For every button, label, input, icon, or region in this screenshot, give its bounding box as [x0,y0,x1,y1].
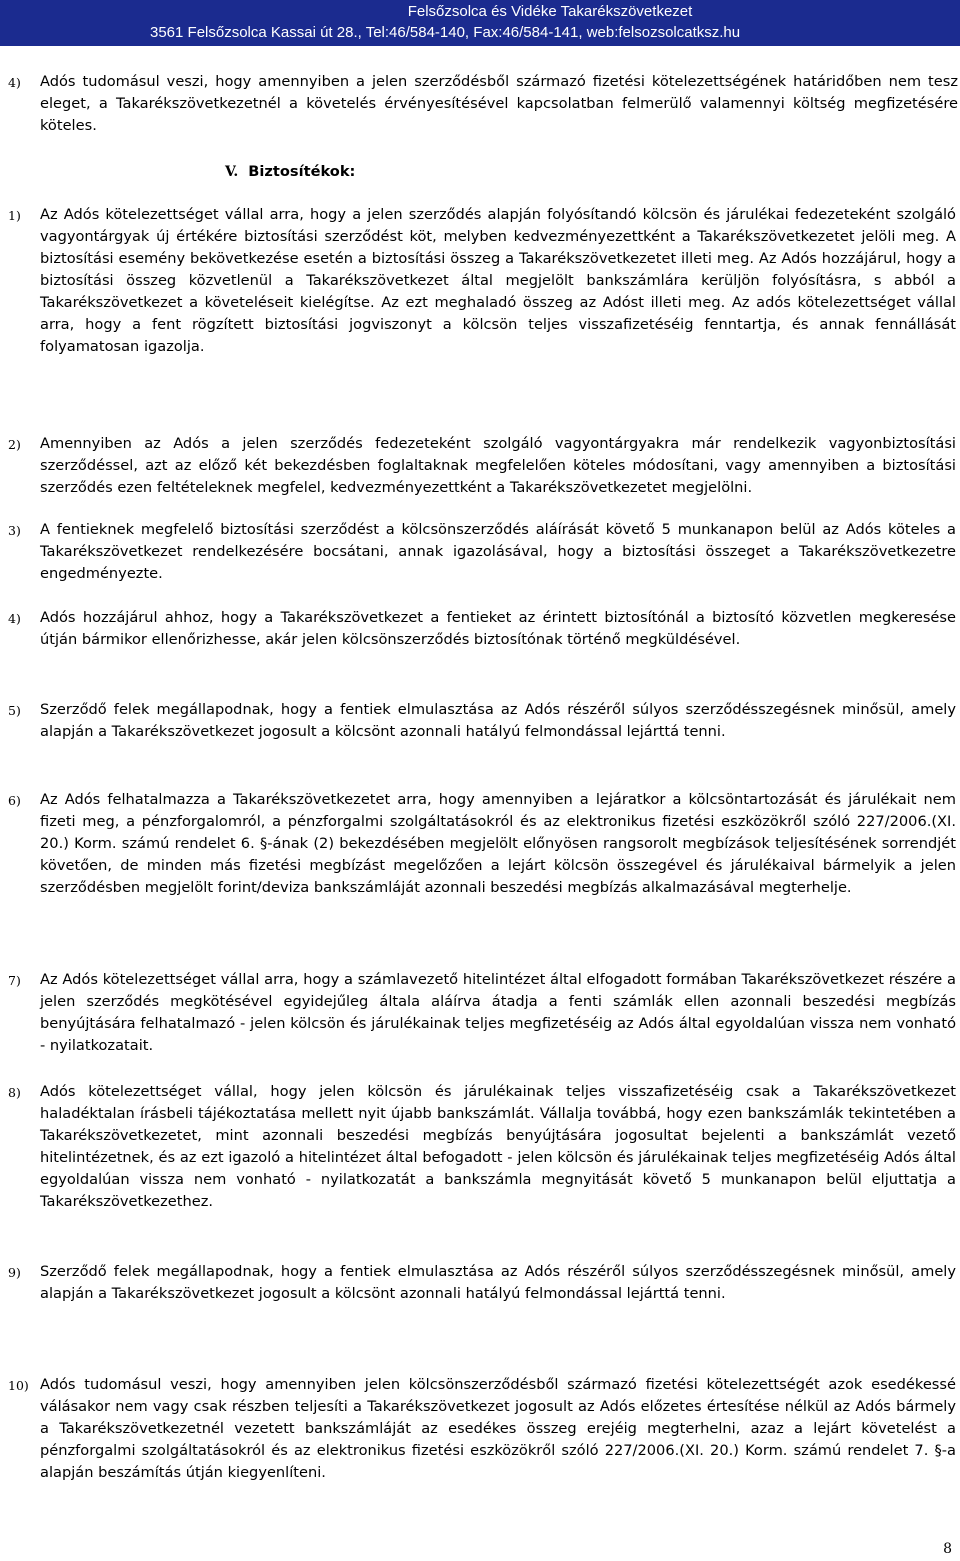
item-number: 4) [8,611,21,626]
list-item [8,1081,958,1213]
list-item [8,204,958,358]
intro-paragraph [8,71,958,137]
org-name: Felsőzsolca és Vidéke Takarékszövetkezet [407,3,693,20]
list-item [8,969,958,1057]
item-number: 5) [8,703,21,718]
address: 3561 Felsőzsolca Kassai út 28., [150,24,366,41]
item-text: Adós hozzájárul ahhoz, hogy a Takarékszövetkezet a fentieket az érintett biztosítónál a biztosító közvetlen megkeresése útján bármikor ellenőrizhesse, akár jelen kölcsönszerződés biztosítónak történő megküldésével. [40,609,956,648]
item-text: Az Adós felhatalmazza a Takarékszövetkezetet arra, hogy amennyiben a lejáratkor a kölcsöntartozását és járulékait nem fizeti meg, a pénzforgalomról, a pénzforgalmi szolgáltatásokról és az elektronikus fizetési eszközökről szóló 227/2006.(XI. 20.) Korm. számú rendelet 6. §-ának (2) bekezdésében megjelölt előnyösen rangsorolt megbízások teljesítésének sorrendjét követően, de minden más fizetési megbízást megelőzően a lejárt kölcsön összegével és járulékaival bármelyik a jelen szerződésben megjelölt forint/deviza bankszámláját azonnali beszedési megbízás alkalmazásával megterhelje. [40,791,956,896]
item-number: 10) [8,1378,29,1393]
item-text: Szerződő felek megállapodnak, hogy a fentiek elmulasztása az Adós részéről súlyos szerződésszegésnek minősül, amely alapján a Takarékszövetkezet jogosult a kölcsönt azonnali hatályú felmondással lejárttá tenni. [40,1263,956,1302]
section-title: Biztosítékok: [248,163,356,180]
letterhead-band [0,0,960,46]
list-item [8,789,958,899]
paragraph-text: Adós tudomásul veszi, hogy amennyiben a jelen szerződésből származó fizetési kötelezettségének határidőben nem tesz eleget, a Takarékszövetkezetnél a követelés érvényesítésével kapcsolatban felmerülő valamennyi költség megfizetésére köteles. [40,73,958,134]
list-item [8,699,958,743]
item-text: Adós kötelezettséget vállal, hogy jelen kölcsön és járulékainak teljes visszafizetéséig csak a Takarékszövetkezet haladéktalan írásbeli tájékoztatása mellett nyit újabb bankszámlát. Vállalja továbbá, hogy ezen bankszámlák tekintetében a Takarékszövetkezetet, mint azonnali beszedési megbízás benyújtására jogosultat bejelenti a bankszámlát vezető hitelintézetnek, és az ezt igazoló a hitelintézet által befogadott - jelen kölcsön és járulékainak teljes megfizetéséig Adós által egyoldalúan vissza nem vonható - nyilatkozatát a bankszámla megnyitását követő 5 munkanapon belül eljuttatja a Takarékszövetkezethez. [40,1083,956,1210]
item-number: 6) [8,793,21,808]
phone: Tel:46/584-140, [365,24,470,41]
item-number: 1) [8,208,21,223]
item-text: Amennyiben az Adós a jelen szerződés fedezeteként szolgáló vagyontárgyakra már rendelkezik vagyonbiztosítási szerződéssel, azt az előző két bekezdésben foglaltaknak megfelelően köteles módosítani, vagy amennyiben a biztosítási szerződés ezen feltételeknek megfelel, kedvezményezettként a Takarékszövetkezetet megjelölni. [40,435,956,496]
section-number: V. [225,164,239,180]
item-number: 8) [8,1085,21,1100]
item-text: A fentieknek megfelelő biztosítási szerződést a kölcsönszerződés aláírását követő 5 munkanapon belül az Adós köteles a Takarékszövetkezet rendelkezésére bocsátani, annak igazolásával, hogy a biztosítási összeget a Takarékszövetkezetre engedményezte. [40,521,956,582]
list-item [8,433,958,499]
item-text: Az Adós kötelezettséget vállal arra, hogy a számlavezető hitelintézet által elfogadott formában Takarékszövetkezet részére a jelen szerződés megkötésével egyidejűleg általa aláírva átadja a fenti számlák ellen azonnali beszedési megbízás benyújtására felhatalmazó - jelen kölcsön és járulékainak teljes megfizetéséig az Adós által egyoldalúan vissza nem vonható - nyilatkozatait. [40,971,956,1054]
item-number: 7) [8,973,21,988]
item-text: Az Adós kötelezettséget vállal arra, hogy a jelen szerződés alapján folyósítandó kölcsön és járulékai fedezeteként szolgáló vagyontárgyak új értékére biztosítási szerződést köt, melyben kedvezményezettként a Takarékszövetkezetet jelöli meg. A biztosítási esemény bekövetkezése esetén a biztosítási összeg a Takarékszövetkezetet illeti meg. Az Adós hozzájárul, hogy a biztosítási összeg közvetlenül a Takarékszövetkezet által megjelölt bankszámlára kerüljön folyósításra, s abból a Takarékszövetkezet a követeléseit kielégítse. Az ezt meghaladó összeg az Adóst illeti meg. Az adós kötelezettséget vállal arra, hogy a fent rögzített biztosítási jogviszonyt a kölcsön teljes visszafizetéséig fenntartja, és annak fennállását folyamatosan igazolja. [40,206,956,355]
item-number: 2) [8,437,21,452]
website: web:felsozsolcatksz.hu [582,24,741,41]
item-number: 9) [8,1265,21,1280]
section-heading [225,161,355,183]
fax: Fax:46/584-141, [469,24,583,41]
list-item [8,1261,958,1305]
item-number: 3) [8,523,21,538]
paragraph-number: 4) [8,75,21,90]
item-text: Szerződő felek megállapodnak, hogy a fentiek elmulasztása az Adós részéről súlyos szerződésszegésnek minősül, amely alapján a Takarékszövetkezet jogosult a kölcsönt azonnali hatályú felmondással lejárttá tenni. [40,701,956,740]
item-text: Adós tudomásul veszi, hogy amennyiben jelen kölcsönszerződésből származó fizetési kötelezettségét azok esedékessé válásakor nem vagy csak részben teljesíti a Takarékszövetkezet jogosult az Adós előzetes értesítése nélkül az Adós bármely a Takarékszövetkezetnél vezetett bankszámláját az esedékes összeg erejéig megterhelni, azaz a lejárt követelést a pénzforgalmi szolgáltatásokról és az elektronikus fizetési eszközökről szóló 227/2006.(XI. 20.) Korm. számú rendelet 7. §-a alapján beszámítás útján kiegyenlíteni. [40,1376,956,1481]
list-item [8,1374,958,1484]
contact-line [150,24,740,41]
page-number: 8 [943,1541,952,1557]
list-item [8,607,958,651]
list-item [8,519,958,585]
